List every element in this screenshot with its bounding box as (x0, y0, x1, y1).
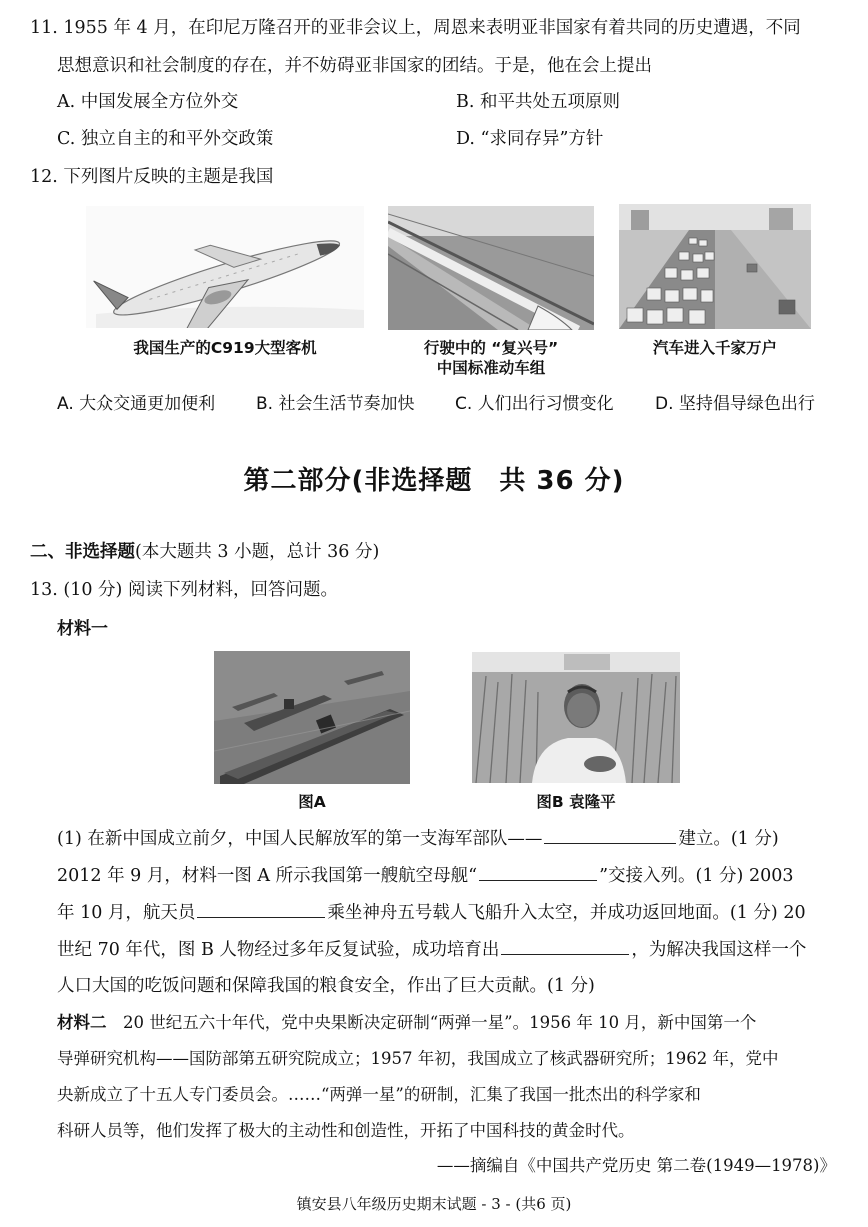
aircraft-carrier-photo (214, 651, 410, 784)
answer-blank-carrier[interactable] (479, 863, 597, 881)
q13-part1-line1 (57, 826, 779, 851)
caption-cars: 汽车进入千家万户 (652, 339, 777, 357)
part-two-title: 第二部分(非选择题 共 36 分) (243, 466, 625, 496)
q11-stem-line1: 11. 1955 年 4 月，在印尼万隆召开的亚非会议上，周恩来表明亚非国家有着共同的历史遭遇，不同 (30, 18, 801, 38)
figure-b-caption: 图B 袁隆平 (536, 793, 616, 811)
yuan-longping-photo (472, 652, 680, 783)
material-one-label: 材料一 (57, 619, 108, 639)
q11-option-b: B. 和平共处五项原则 (456, 92, 620, 112)
q13-stem: 13. (10 分) 阅读下列材料，回答问题。 (30, 580, 338, 600)
q12-option-b: B. 社会生活节奏加快 (256, 394, 415, 414)
q13-part1-line4-text-b: ，为解决我国这样一个 (631, 940, 807, 960)
material-two-text-1: 20 世纪五六十年代，党中央果断决定研制“两弹一星”。1956 年 10 月，新中国第一个 (106, 1013, 757, 1032)
material-two-line1 (57, 1011, 756, 1035)
q12-stem: 12. 下列图片反映的主题是我国 (30, 167, 274, 187)
q13-part1-line3-text-b: 乘坐神舟五号载人飞船升入太空，并成功返回地面。(1 分) 20 (327, 903, 806, 923)
section-note: (本大题共 3 小题，总计 36 分) (135, 542, 380, 562)
caption-fuxing-line2: 中国标准动车组 (436, 359, 546, 377)
q12-option-a: A. 大众交通更加便利 (57, 394, 216, 414)
material-two-line4: 科研人员等，他们发挥了极大的主动性和创造性，开拓了中国科技的黄金时代。 (57, 1121, 635, 1140)
caption-c919: 我国生产的C919大型客机 (133, 339, 317, 357)
material-two-line2: 导弹研究机构——国防部第五研究院成立；1957 年初，我国成立了核武器研究所；1962 年，党中 (57, 1049, 779, 1068)
fuxing-train-photo (388, 206, 594, 330)
q13-part1-line1-text-b: 建立。(1 分) (678, 829, 779, 849)
caption-fuxing-line1: 行驶中的 “复兴号” (423, 339, 559, 357)
figure-a-caption: 图A (298, 793, 326, 811)
q13-part1-line5: 人口大国的吃饭问题和保障我国的粮食安全，作出了巨大贡献。(1 分) (57, 976, 595, 996)
section-header (30, 540, 379, 564)
q13-part1-line1-text-a: (1) 在新中国成立前夕，中国人民解放军的第一支海军部队—— (57, 829, 543, 849)
q12-option-d: D. 坚持倡导绿色出行 (655, 394, 815, 414)
q13-part1-line3-text-a: 年 10 月，航天员 (57, 903, 196, 923)
q13-part1-line2-text-b: ”交接入列。(1 分) 2003 (599, 866, 794, 886)
material-two-line3: 央新成立了十五人专门委员会。……“两弹一星”的研制，汇集了我国一批杰出的科学家和 (57, 1085, 701, 1104)
answer-blank-rice[interactable] (501, 937, 629, 955)
q11-option-c: C. 独立自主的和平外交政策 (57, 129, 274, 149)
q13-part1-line2-text-a: 2012 年 9 月，材料一图 A 所示我国第一艘航空母舰“ (57, 866, 478, 886)
q13-part1-line4-text-a: 世纪 70 年代，图 B 人物经过多年反复试验，成功培育出 (57, 940, 500, 960)
q11-stem-line2: 思想意识和社会制度的存在，并不妨碍亚非国家的团结。于是，他在会上提出 (57, 56, 652, 76)
q13-part1-line3 (57, 900, 806, 925)
traffic-photo (619, 204, 811, 329)
section-label: 二、非选择题 (30, 542, 135, 562)
answer-blank-navy[interactable] (544, 826, 676, 844)
answer-blank-astronaut[interactable] (197, 900, 325, 918)
q11-option-d: D. “求同存异”方针 (456, 129, 604, 149)
page-footer: 镇安县八年级历史期末试题 - 3 - (共6 页) (296, 1195, 572, 1213)
q11-option-a: A. 中国发展全方位外交 (57, 92, 239, 112)
q12-option-c: C. 人们出行习惯变化 (455, 394, 614, 414)
q13-part1-line4 (57, 937, 806, 962)
material-two-label: 材料二 (57, 1013, 107, 1032)
c919-airliner-photo (86, 206, 364, 328)
material-two-source: ——摘编自《中国共产党历史 第二卷(1949—1978)》 (436, 1156, 836, 1175)
q13-part1-line2 (57, 863, 793, 888)
